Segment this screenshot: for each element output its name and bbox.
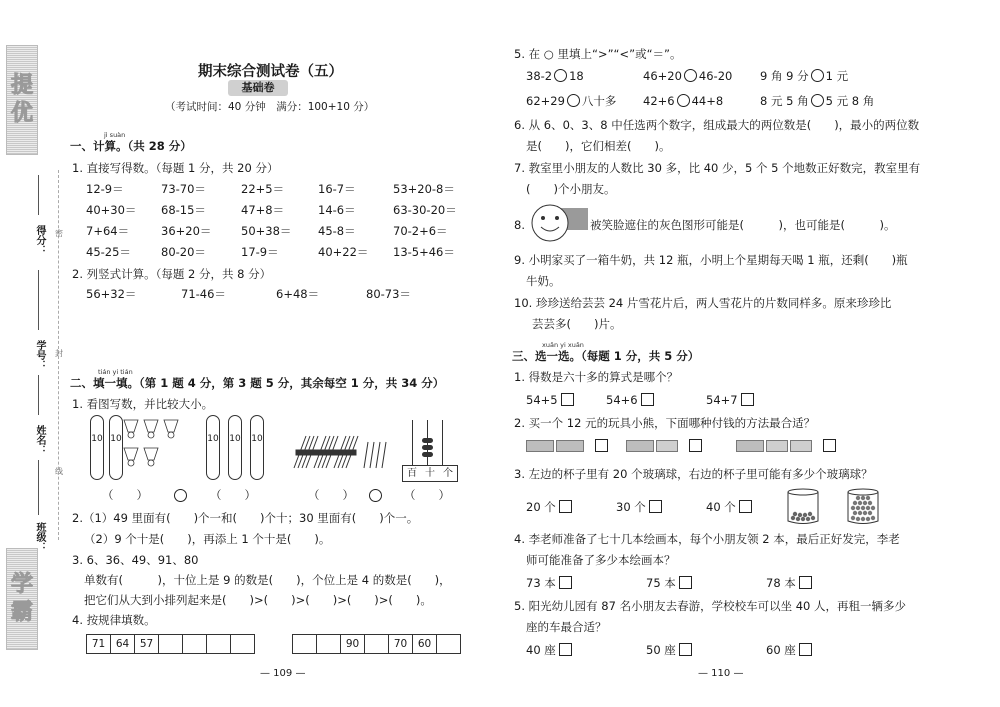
choice-label: 50 座	[646, 643, 676, 657]
question-text: 把它们从大到小排列起来是( )>( )>( )>( )>( )。	[84, 593, 432, 607]
pinyin: jì suàn	[104, 131, 126, 139]
choice-checkbox[interactable]	[799, 643, 812, 656]
choice-label: 20 个	[526, 500, 556, 514]
compare-left: 42+6	[643, 94, 675, 108]
abacus-label: 个	[443, 468, 453, 479]
choice-checkbox[interactable]	[559, 500, 572, 513]
binding-mark: 封	[55, 349, 63, 358]
pinyin: tián yi tián	[98, 368, 133, 376]
calc-item: 73-70＝	[161, 182, 206, 196]
banknote-icon	[736, 440, 764, 452]
choice-checkbox[interactable]	[559, 643, 572, 656]
sequence-cell: 71	[87, 635, 111, 654]
calc-item: 68-15＝	[161, 203, 206, 217]
compare-circle[interactable]	[554, 69, 567, 82]
vertical-calc-item: 80-73＝	[366, 287, 411, 301]
question-text: ( )个小朋友。	[526, 182, 616, 196]
calc-item: 7+64＝	[86, 224, 130, 238]
banknote-icon	[656, 440, 678, 452]
answer-blank[interactable]: （ ）	[404, 488, 450, 502]
right-page	[512, 0, 940, 707]
page-number: — 109 —	[260, 668, 306, 679]
choice-checkbox[interactable]	[561, 393, 574, 406]
choice-checkbox[interactable]	[689, 439, 702, 452]
choice-label: 60 座	[766, 643, 796, 657]
class-field-label: 班级：	[34, 522, 45, 552]
question-text: 4. 李老师准备了七十几本绘画本，每个小朋友领 2 本，最后正好发完，李老	[514, 532, 900, 546]
banknote-icon	[766, 440, 788, 452]
choice-label: 78 本	[766, 576, 796, 590]
vertical-calc-item: 71-46＝	[181, 287, 226, 301]
banknote-icon	[790, 440, 812, 452]
question-text: 3. 左边的杯子里有 20 个玻璃球，右边的杯子里可能有多少个玻璃球？	[514, 467, 873, 481]
bundle-label: 10	[110, 434, 122, 444]
bundle-tube	[109, 415, 123, 480]
compare-circle[interactable]	[684, 69, 697, 82]
banknote-icon	[626, 440, 654, 452]
binding-sidebar	[0, 0, 62, 707]
question-text: 2. 列竖式计算。（每题 2 分，共 8 分）	[72, 267, 272, 281]
exam-title: 期末综合测试卷（五）	[198, 64, 343, 80]
sequence-cell[interactable]	[293, 635, 317, 654]
section-heading: 三、选一选。（每题 1 分，共 5 分）	[512, 349, 700, 363]
glass-cup-right-image	[846, 488, 880, 526]
binding-mark: 密	[55, 229, 63, 238]
student-id-field-label: 学号：	[34, 340, 45, 370]
glass-cup-left-image	[786, 488, 820, 526]
calc-item: 12-9＝	[86, 182, 124, 196]
sequence-cell[interactable]	[317, 635, 341, 654]
question-text: 单数有( )，十位上是 9 的数是( )，个位上是 4 的数是( )，	[84, 573, 451, 587]
bundle-label: 10	[229, 434, 241, 444]
bundle-tube	[206, 415, 220, 480]
pinyin: xuǎn yi xuǎn	[542, 341, 584, 349]
sequence-cell: 57	[135, 635, 159, 654]
compare-left: 8 元 5 角	[760, 94, 809, 108]
compare-right: 44+8	[691, 94, 724, 108]
section-heading: 一、计算。（共 28 分）	[70, 139, 192, 153]
calc-item: 16-7＝	[318, 182, 356, 196]
question-text: 5. 阳光幼儿园有 87 名小朋友去春游，学校校车可以坐 40 人，再租一辆多少	[514, 599, 907, 613]
choice-checkbox[interactable]	[679, 576, 692, 589]
abacus-image	[402, 420, 458, 482]
choice-checkbox[interactable]	[799, 576, 812, 589]
seal-char: 学	[10, 572, 33, 597]
answer-blank[interactable]: （ ）	[210, 488, 256, 502]
sequence-cell: 70	[389, 635, 413, 654]
choice-label: 54+7	[706, 393, 738, 407]
calc-item: 70-2+6＝	[393, 224, 448, 238]
seal-char: 提	[10, 73, 33, 98]
question-text: 被笑脸遮住的灰色图形可能是( )，也可能是( )。	[590, 218, 896, 232]
field-line	[38, 460, 39, 515]
choice-checkbox[interactable]	[595, 439, 608, 452]
vertical-calc-item: 56+32＝	[86, 287, 137, 301]
name-field-label: 姓名：	[34, 425, 45, 455]
choice-label: 54+5	[526, 393, 558, 407]
sequence-cell[interactable]	[437, 635, 461, 654]
bundle-label: 10	[207, 434, 219, 444]
choice-checkbox[interactable]	[823, 439, 836, 452]
seal-char: 霸	[10, 600, 33, 625]
choice-label: 54+6	[606, 393, 638, 407]
compare-circle[interactable]	[369, 489, 382, 502]
bundle-label: 10	[91, 434, 103, 444]
choice-label: 30 个	[616, 500, 646, 514]
sequence-cell[interactable]	[365, 635, 389, 654]
compare-right: 18	[569, 69, 584, 83]
question-text: 芸芸多( )片。	[532, 317, 622, 331]
banknote-options	[526, 438, 926, 456]
bundle-label: 10	[251, 434, 263, 444]
answer-blank[interactable]: （ ）	[308, 488, 354, 502]
question-text: 6. 从 6、0、3、8 中任选两个数字，组成最大的两位数是( )，最小的两位数	[514, 118, 920, 132]
score-field-label: 得分：	[34, 225, 45, 255]
compare-circle[interactable]	[811, 94, 824, 107]
vertical-calc-item: 6+48＝	[276, 287, 320, 301]
choice-checkbox[interactable]	[559, 576, 572, 589]
field-line	[38, 375, 39, 415]
choice-label: 73 本	[526, 576, 556, 590]
banknote-icon	[526, 440, 554, 452]
question-text: 师可能准备了多少本绘画本？	[526, 553, 676, 567]
section-heading: 二、填一填。（第 1 题 4 分，第 3 题 5 分，其余每空 1 分，共 34 分）	[70, 376, 445, 390]
choice-label: 40 个	[706, 500, 736, 514]
compare-circle[interactable]	[174, 489, 187, 502]
calc-item: 63-30-20＝	[393, 203, 457, 217]
compare-right: 1 元	[825, 69, 849, 83]
sequence-cell[interactable]	[183, 635, 207, 654]
left-page	[70, 0, 495, 707]
calc-item: 80-20＝	[161, 245, 206, 259]
abacus-label: 百	[407, 468, 417, 479]
seal-char: 优	[10, 101, 33, 126]
sequence-table-2	[292, 634, 461, 654]
compare-left: 9 角 9 分	[760, 69, 809, 83]
banknote-icon	[556, 440, 584, 452]
calc-item: 36+20＝	[161, 224, 212, 238]
question-text: 9. 小明家买了一箱牛奶，共 12 瓶，小明上个星期每天喝 1 瓶，还剩( )瓶	[514, 253, 908, 267]
question-text: 是( )，它们相差( )。	[526, 139, 671, 153]
calc-item: 45-8＝	[318, 224, 356, 238]
question-text: 5. 在 ○ 里填上“>”“<”或“＝”。	[514, 47, 682, 61]
compare-right: 5 元 8 角	[825, 94, 875, 108]
answer-blank[interactable]: （ ）	[102, 488, 148, 502]
binding-mark: 线	[55, 467, 63, 476]
choice-checkbox[interactable]	[679, 643, 692, 656]
sequence-cell: 64	[111, 635, 135, 654]
page-number: — 110 —	[698, 668, 744, 679]
sequence-cell[interactable]	[159, 635, 183, 654]
question-number: 8.	[514, 218, 525, 232]
compare-left: 38-2	[526, 69, 553, 83]
question-text: 10. 珍珍送给芸芸 24 片雪花片后，两人雪花片的片数同样多。原来珍珍比	[514, 296, 892, 310]
sequence-table-1	[86, 634, 255, 654]
top-seal	[6, 45, 38, 155]
compare-right: 46-20	[698, 69, 733, 83]
choice-label: 75 本	[646, 576, 676, 590]
question-text: 2. 买一个 12 元的玩具小熊，下面哪种付钱的方法最合适？	[514, 416, 816, 430]
calc-item: 13-5+46＝	[393, 245, 455, 259]
choice-checkbox[interactable]	[641, 393, 654, 406]
question-text: 3. 6、36、49、91、80	[72, 553, 199, 567]
bundle-tube	[228, 415, 242, 480]
calc-item: 53+20-8＝	[393, 182, 455, 196]
calc-item: 22+5＝	[241, 182, 285, 196]
calc-item: 40+30＝	[86, 203, 137, 217]
question-text: （2）9 个十是( )，再添上 1 个十是( )。	[84, 532, 331, 546]
calc-item: 14-6＝	[318, 203, 356, 217]
sequence-cell[interactable]	[207, 635, 231, 654]
compare-circle[interactable]	[567, 94, 580, 107]
exam-subtitle-badge: 基础卷	[228, 80, 288, 96]
question-text: 1. 直接写得数。（每题 1 分，共 20 分）	[72, 161, 279, 175]
field-line	[38, 175, 39, 215]
choice-label: 40 座	[526, 643, 556, 657]
compare-circle[interactable]	[811, 69, 824, 82]
calc-item: 17-9＝	[241, 245, 279, 259]
compare-right: 八十多	[581, 94, 617, 108]
question-text: 4. 按规律填数。	[72, 613, 156, 627]
question-text: 1. 看图写数，并比较大小。	[72, 397, 214, 411]
calc-item: 45-25＝	[86, 245, 131, 259]
question-text: 座的车最合适？	[526, 620, 607, 634]
choice-checkbox[interactable]	[739, 500, 752, 513]
question-text: 7. 教室里小朋友的人数比 30 多，比 40 少，5 个 5 个地数正好数完，教室里有	[514, 161, 921, 175]
shuttlecocks-image	[122, 418, 197, 478]
sequence-cell: 90	[341, 635, 365, 654]
choice-checkbox[interactable]	[741, 393, 754, 406]
question-text: 牛奶。	[526, 274, 561, 288]
calc-item: 50+38＝	[241, 224, 292, 238]
calc-item: 47+8＝	[241, 203, 285, 217]
bundle-tube	[90, 415, 104, 480]
choice-checkbox[interactable]	[649, 500, 662, 513]
field-line	[38, 270, 39, 330]
bundle-tube	[250, 415, 264, 480]
compare-circle[interactable]	[677, 94, 690, 107]
bottom-seal	[6, 548, 38, 650]
sequence-cell: 60	[413, 635, 437, 654]
sticks-bundles-image	[292, 432, 392, 472]
ten-bundles-group	[206, 415, 266, 480]
calc-item: 40+22＝	[318, 245, 369, 259]
compare-left: 46+20	[643, 69, 682, 83]
compare-left: 62+29	[526, 94, 565, 108]
exam-info: （考试时间：40 分钟 满分：100+10 分）	[165, 101, 375, 113]
abacus-label: 十	[425, 468, 435, 479]
question-text: 1. 得数是六十多的算式是哪个？	[514, 370, 679, 384]
sequence-cell[interactable]	[231, 635, 255, 654]
question-text: 2.（1）49 里面有( )个一和( )个十；30 里面有( )个一。	[72, 511, 419, 525]
smiley-face-image	[530, 203, 594, 243]
